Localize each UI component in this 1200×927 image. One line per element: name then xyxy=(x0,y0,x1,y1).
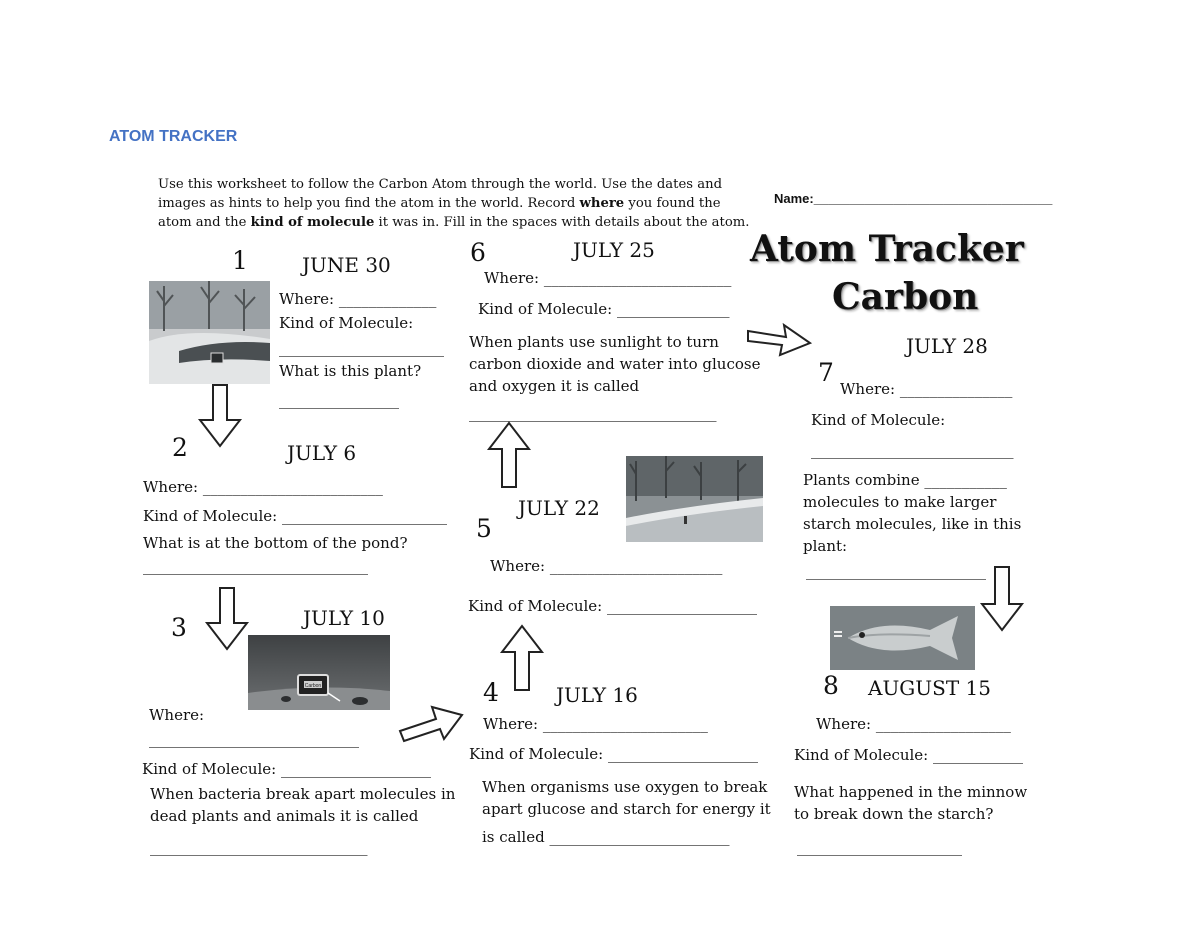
step-2-answer[interactable]: ______________________________ xyxy=(143,557,368,575)
arrow-down-2-to-3 xyxy=(205,587,249,651)
minnow-image xyxy=(830,606,975,670)
step-2-kind[interactable]: Kind of Molecule: ______________________ xyxy=(143,507,448,525)
step-5-kind[interactable]: Kind of Molecule: ____________________ xyxy=(468,597,758,615)
arrow-up-4-to-5 xyxy=(500,624,544,692)
step-3-question: When bacteria break apart molecules in dead plants and animals it is called xyxy=(150,785,456,825)
step-4-kind[interactable]: Kind of Molecule: ____________________ xyxy=(469,745,759,763)
step-6-where[interactable]: Where: _________________________ xyxy=(484,269,732,287)
step-6-kind[interactable]: Kind of Molecule: _______________ xyxy=(478,300,730,318)
step-6-answer[interactable]: _________________________________ xyxy=(469,404,717,422)
step-5-number: 5 xyxy=(476,514,492,543)
title-line-2: Carbon xyxy=(832,276,979,318)
step-8-date: AUGUST 15 xyxy=(868,676,991,700)
pond-bottom-image xyxy=(248,635,390,710)
step-8-question: What happened in the minnow to break down the starch? xyxy=(794,783,1028,823)
step-7-kind-label: Kind of Molecule: xyxy=(811,411,946,429)
step-1-kind-label: Kind of Molecule: xyxy=(279,314,414,332)
step-7-date: JULY 28 xyxy=(906,334,988,358)
step-4-where[interactable]: Where: ______________________ xyxy=(483,715,708,733)
step-8-number: 8 xyxy=(823,671,839,700)
step-4-answer[interactable]: is called ________________________ xyxy=(482,828,730,846)
step-7-number: 7 xyxy=(818,358,834,387)
step-7-answer[interactable]: ________________________ xyxy=(806,562,986,580)
step-8-kind[interactable]: Kind of Molecule: ____________ xyxy=(794,746,1024,764)
step-3-where: Where: xyxy=(149,706,205,724)
step-6-number: 6 xyxy=(470,238,486,267)
step-2-number: 2 xyxy=(172,433,188,462)
step-7-kind-blank[interactable]: ___________________________ xyxy=(811,441,1014,459)
arrow-right-3-to-4 xyxy=(398,703,464,745)
step-6-date: JULY 25 xyxy=(573,238,655,262)
step-5-date: JULY 22 xyxy=(518,496,600,520)
step-6-question: When plants use sunlight to turn carbon dioxide and water into glucose and oxygen it is called xyxy=(469,333,761,395)
page-heading: ATOM TRACKER xyxy=(109,128,238,145)
arrow-right-6-to-7 xyxy=(746,313,812,357)
step-4-question: When organisms use oxygen to break apart glucose and starch for energy it xyxy=(482,778,771,818)
title-line-1: Atom Tracker xyxy=(750,228,1024,270)
step-2-where[interactable]: Where: ________________________ xyxy=(143,478,383,496)
step-3-number: 3 xyxy=(171,613,187,642)
step-2-question: What is at the bottom of the pond? xyxy=(143,534,408,552)
step-3-kind[interactable]: Kind of Molecule: ____________________ xyxy=(142,760,432,778)
winter-pond-image xyxy=(149,281,270,384)
step-5-where[interactable]: Where: _______________________ xyxy=(490,557,723,575)
arrow-up-5-to-6 xyxy=(487,421,531,489)
step-8-where[interactable]: Where: __________________ xyxy=(816,715,1011,733)
step-3-where-blank[interactable]: ____________________________ xyxy=(149,730,359,748)
step-8-answer[interactable]: ______________________ xyxy=(797,838,962,856)
step-1-answer[interactable]: ________________ xyxy=(279,391,399,409)
step-1-date: JUNE 30 xyxy=(302,253,391,277)
step-7-where[interactable]: Where: _______________ xyxy=(840,380,1013,398)
step-7-question: Plants combine ___________ molecules to make larger starch molecules, like in this plant: xyxy=(803,471,1022,555)
step-2-date: JULY 6 xyxy=(287,441,357,465)
step-4-number: 4 xyxy=(483,678,499,707)
step-3-date: JULY 10 xyxy=(303,606,385,630)
step-1-number: 1 xyxy=(232,246,248,275)
name-field[interactable]: Name:_________________________________ xyxy=(774,191,1053,206)
step-1-where[interactable]: Where: _____________ xyxy=(279,290,437,308)
arrow-down-7-to-8 xyxy=(980,566,1024,632)
step-4-date: JULY 16 xyxy=(556,683,638,707)
pond-sign-text: Carbon xyxy=(304,683,322,689)
spring-pond-image xyxy=(626,456,763,542)
step-3-answer[interactable]: _____________________________ xyxy=(150,838,368,856)
instructions: Use this worksheet to follow the Carbon Atom through the world. Use the dates and images as hints to help you find the atom in the world. Record where you found the atom and the kind of molecule it was in. Fill in the spaces with details about the atom. xyxy=(158,177,750,230)
step-1-question: What is this plant? xyxy=(279,362,422,380)
arrow-down-1-to-2 xyxy=(198,384,242,448)
step-1-kind-blank[interactable]: ______________________ xyxy=(279,339,444,357)
